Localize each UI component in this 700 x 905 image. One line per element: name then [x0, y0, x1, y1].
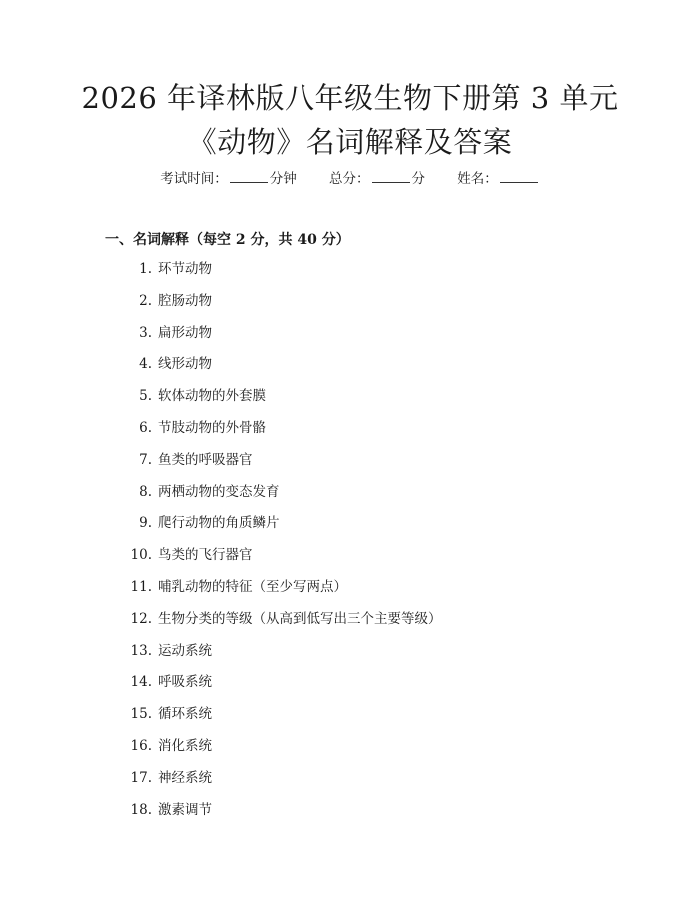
- list-item-text: 环节动物: [158, 261, 212, 277]
- list-item: [0, 609, 700, 641]
- list-item-text: 循环系统: [158, 706, 212, 723]
- exam-info-line: [0, 168, 700, 189]
- term-list: [0, 259, 700, 831]
- list-item-number: 15.: [130, 706, 152, 723]
- list-item-text: 神经系统: [158, 769, 212, 786]
- list-item-text: 鸟类的飞行器官: [158, 547, 253, 564]
- list-item-number: 6.: [139, 419, 152, 436]
- exam-time-field: [160, 168, 297, 189]
- list-item-text: 生物分类的等级（从高到低写出三个主要等级）: [158, 610, 442, 627]
- list-item: [0, 418, 700, 450]
- list-item-text: 消化系统: [158, 737, 212, 754]
- list-item-text: 爬行动物的角质鳞片: [158, 515, 280, 532]
- list-item-number: 2.: [139, 292, 152, 309]
- list-item-text: 激素调节: [158, 801, 212, 818]
- list-item-number: 7.: [139, 451, 152, 468]
- list-item: [0, 291, 700, 323]
- list-item: [0, 704, 700, 736]
- list-item: [0, 800, 700, 832]
- list-item: [0, 450, 700, 482]
- total-score-field: [329, 168, 425, 189]
- list-item-number: 8.: [139, 483, 152, 500]
- list-item-number: 1.: [139, 261, 152, 277]
- list-item-number: 13.: [130, 642, 152, 659]
- list-item-number: 18.: [130, 801, 152, 818]
- total-score-label: 总分：: [329, 171, 370, 187]
- list-item: [0, 545, 700, 577]
- list-item-text: 线形动物: [158, 356, 212, 373]
- list-item-number: 5.: [139, 388, 152, 405]
- exam-time-label: 考试时间：: [160, 171, 228, 187]
- list-item-text: 节肢动物的外骨骼: [158, 419, 266, 436]
- list-item-number: 10.: [130, 547, 152, 564]
- list-item-number: 17.: [130, 769, 152, 786]
- list-item-text: 鱼类的呼吸器官: [158, 451, 253, 468]
- list-item-number: 3.: [139, 324, 152, 341]
- exam-time-blank: [230, 168, 268, 183]
- total-score-unit: 分: [411, 171, 425, 187]
- section-heading: 一、名词解释（每空 2 分，共 40 分）: [105, 232, 350, 248]
- document-title: 2026 年译林版八年级生物下册第 3 单元《动物》名词解释及答案: [81, 81, 619, 159]
- list-item: [0, 768, 700, 800]
- student-name-field: [457, 168, 540, 189]
- student-name-label: 姓名：: [457, 171, 498, 187]
- list-item: [0, 386, 700, 418]
- list-item: [0, 641, 700, 673]
- list-item: [0, 354, 700, 386]
- exam-time-unit: 分钟: [269, 171, 297, 187]
- list-item-text: 运动系统: [158, 642, 212, 659]
- list-item: [0, 736, 700, 768]
- list-item-number: 12.: [130, 610, 152, 627]
- list-item-text: 呼吸系统: [158, 674, 212, 691]
- list-item-text: 腔肠动物: [158, 292, 212, 309]
- list-item: [0, 259, 700, 291]
- total-score-blank: [372, 168, 410, 183]
- list-item-number: 4.: [139, 356, 152, 373]
- list-item: [0, 482, 700, 514]
- list-item: [0, 672, 700, 704]
- list-item: [0, 513, 700, 545]
- list-item: [0, 577, 700, 609]
- list-item: [0, 323, 700, 355]
- list-item-number: 9.: [139, 515, 152, 532]
- list-item-text: 两栖动物的变态发育: [158, 483, 280, 500]
- list-item-number: 14.: [130, 674, 152, 691]
- list-item-text: 扁形动物: [158, 324, 212, 341]
- list-item-number: 16.: [130, 737, 152, 754]
- list-item-number: 11.: [130, 578, 152, 595]
- list-item-text: 哺乳动物的特征（至少写两点）: [158, 578, 347, 595]
- student-name-blank: [500, 168, 538, 183]
- list-item-text: 软体动物的外套膜: [158, 388, 266, 405]
